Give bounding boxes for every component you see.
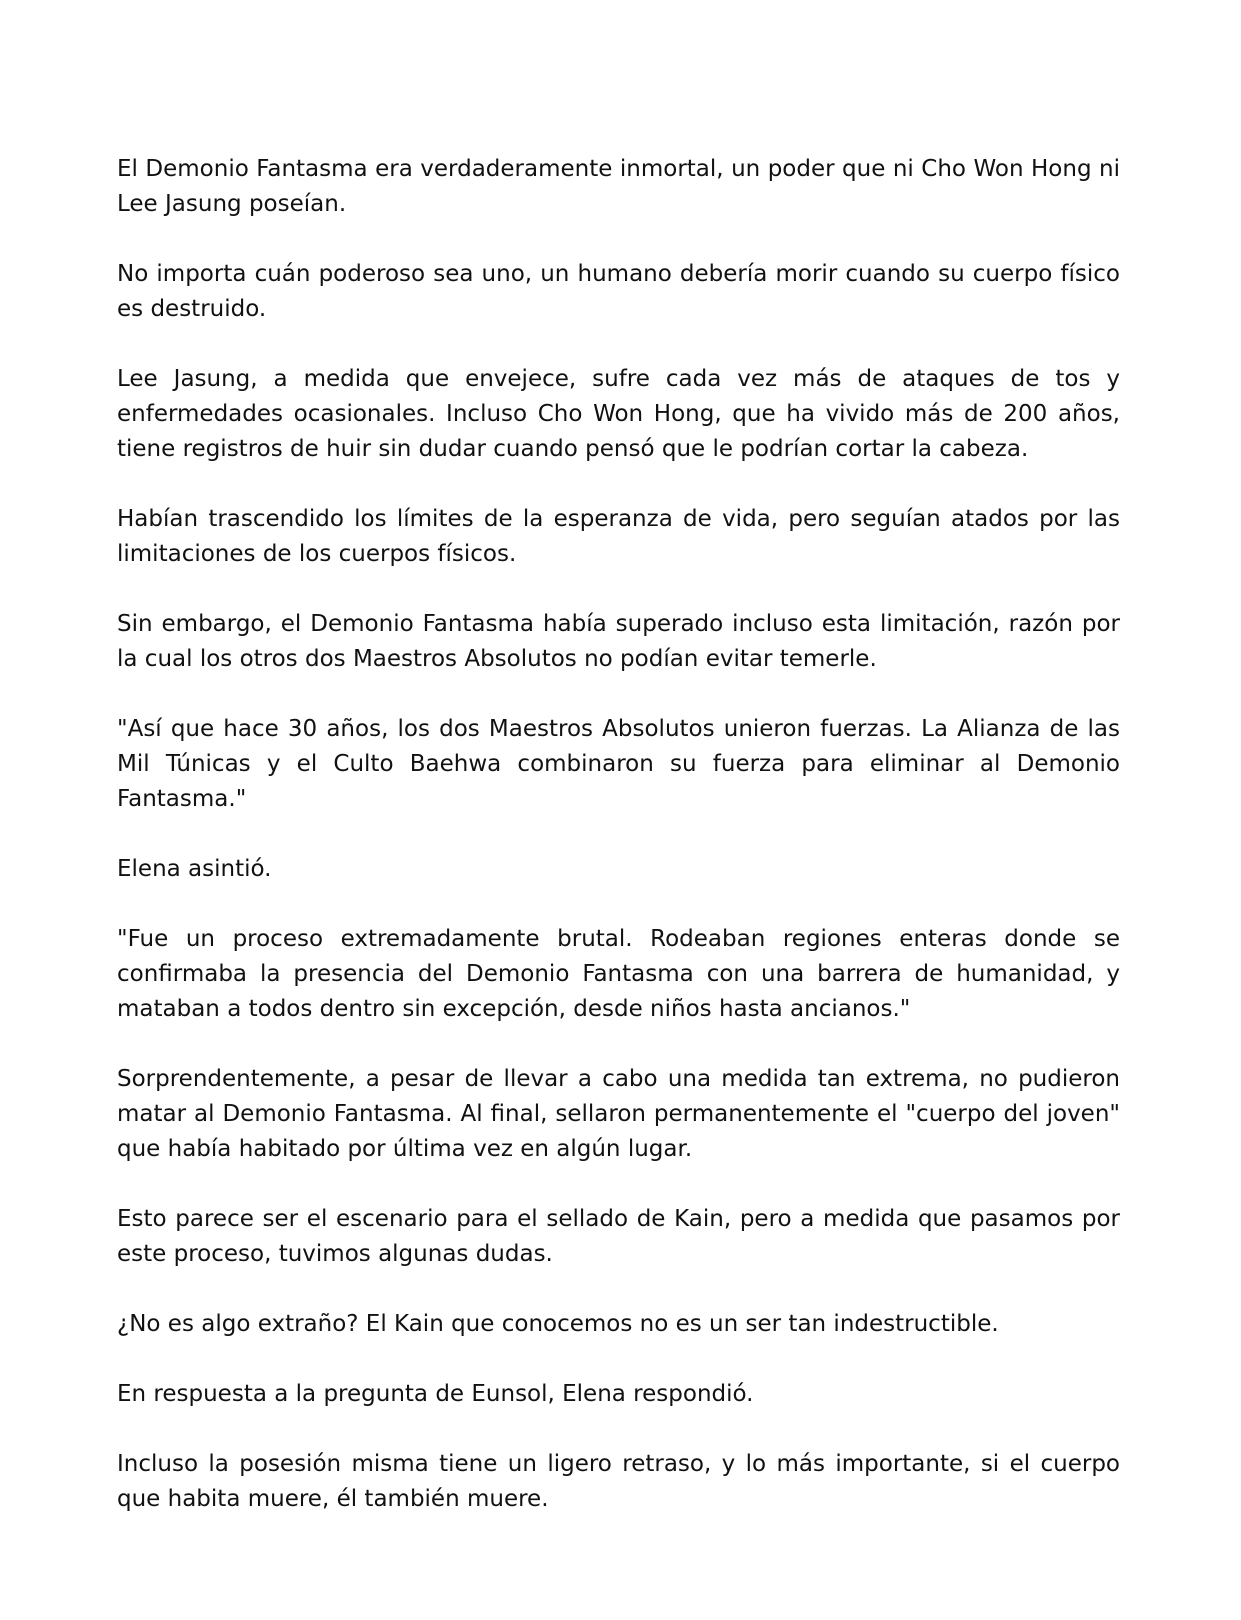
paragraph-3: Lee Jasung, a medida que envejece, sufre cada vez más de ataques de tos y enfermedades ocasionales. Incluso Cho Won Hong, que ha vivido más de 200 años, tiene registros de huir sin dudar cuando pensó que le podrían cortar la cabeza. (117, 366, 1120, 462)
paragraph-7: Elena asintió. (117, 856, 272, 882)
paragraph-12: En respuesta a la pregunta de Eunsol, Elena respondió. (117, 1381, 754, 1407)
paragraph-13: Incluso la posesión misma tiene un ligero retraso, y lo más importante, si el cuerpo que habita muere, él también muere. (117, 1451, 1120, 1512)
paragraph-1: El Demonio Fantasma era verdaderamente inmortal, un poder que ni Cho Won Hong ni Lee Jasung poseían. (117, 156, 1120, 217)
paragraph-5: Sin embargo, el Demonio Fantasma había superado incluso esta limitación, razón por la cual los otros dos Maestros Absolutos no podían evitar temerle. (117, 611, 1120, 672)
document-body (117, 152, 1120, 1552)
paragraph-6: "Así que hace 30 años, los dos Maestros Absolutos unieron fuerzas. La Alianza de las Mil Túnicas y el Culto Baehwa combinaron su fuerza para eliminar al Demonio Fantasma." (117, 716, 1120, 812)
paragraph-2: No importa cuán poderoso sea uno, un humano debería morir cuando su cuerpo físico es destruido. (117, 261, 1120, 322)
paragraph-4: Habían trascendido los límites de la esperanza de vida, pero seguían atados por las limitaciones de los cuerpos físicos. (117, 506, 1120, 567)
paragraph-10: Esto parece ser el escenario para el sellado de Kain, pero a medida que pasamos por este proceso, tuvimos algunas dudas. (117, 1206, 1120, 1267)
paragraph-9: Sorprendentemente, a pesar de llevar a cabo una medida tan extrema, no pudieron matar al Demonio Fantasma. Al final, sellaron permanentemente el "cuerpo del joven" que había habitado por última vez en algún lugar. (117, 1066, 1120, 1162)
paragraph-11: ¿No es algo extraño? El Kain que conocemos no es un ser tan indestructible. (117, 1311, 999, 1337)
paragraph-8: "Fue un proceso extremadamente brutal. Rodeaban regiones enteras donde se confirmaba la presencia del Demonio Fantasma con una barrera de humanidad, y mataban a todos dentro sin excepción, desde niños hasta ancianos." (117, 926, 1120, 1022)
